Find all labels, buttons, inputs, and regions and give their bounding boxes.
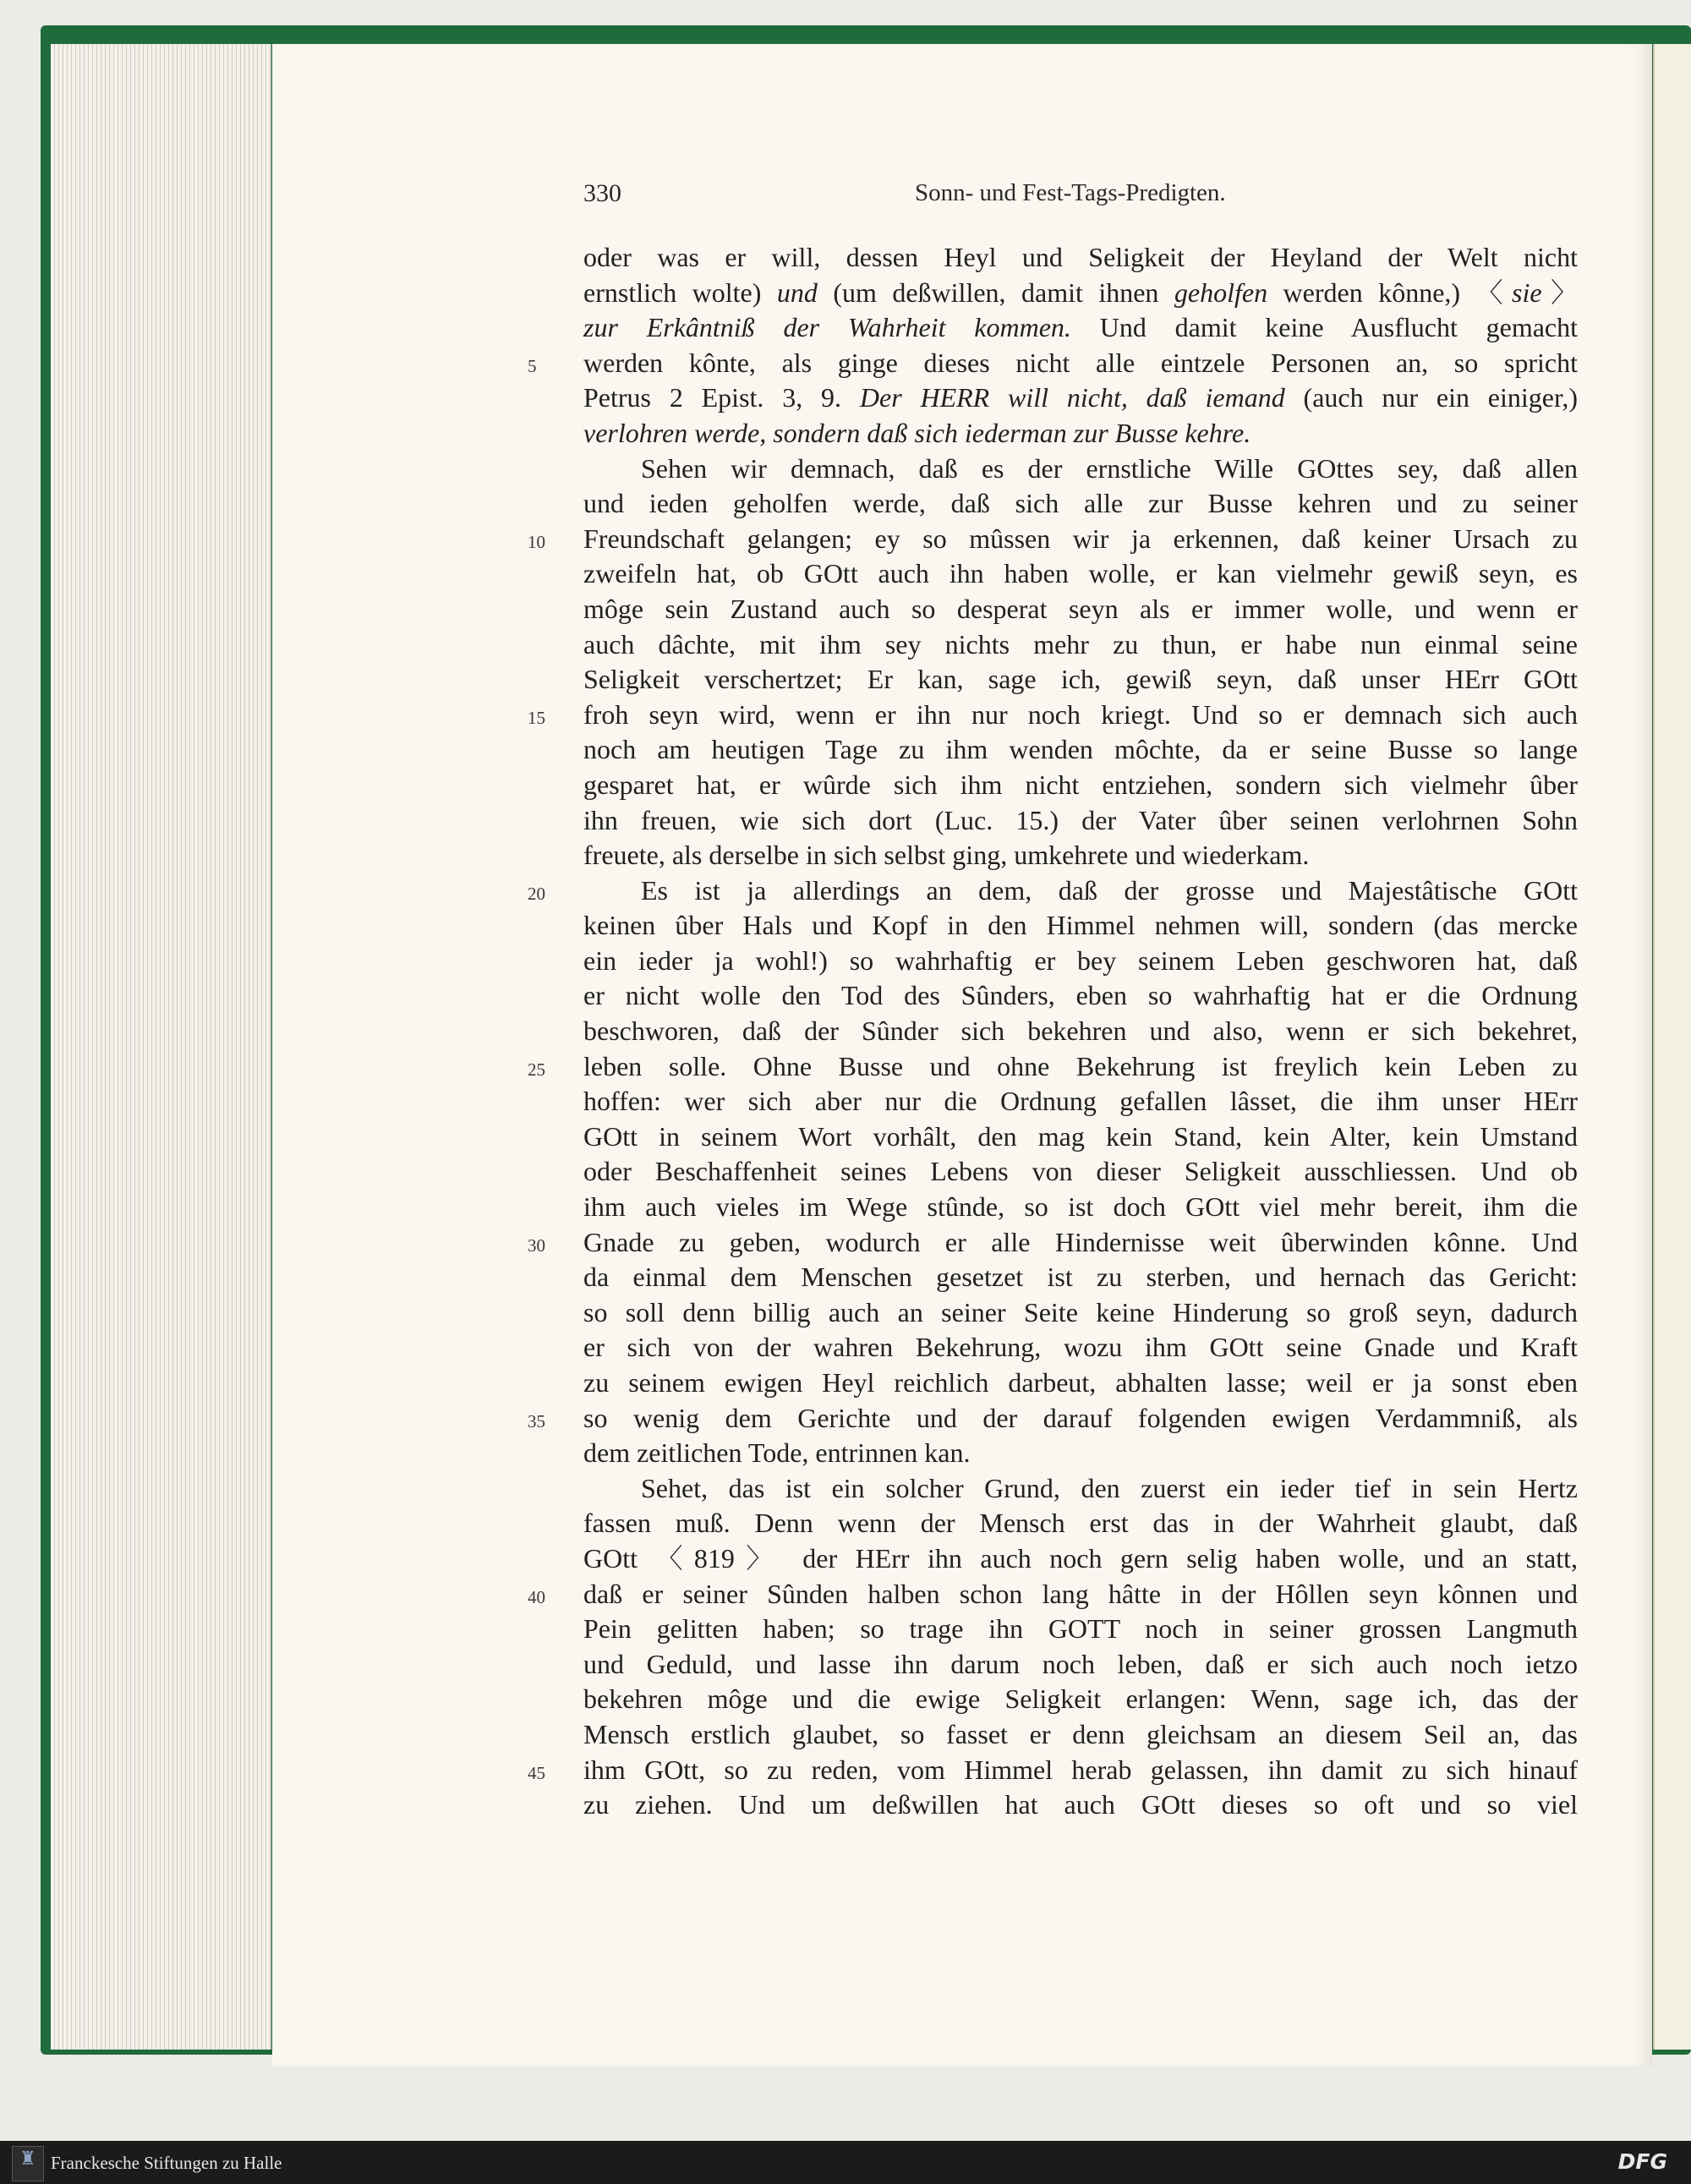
line-number: 15 — [528, 707, 545, 728]
italic-run: sie — [1511, 276, 1542, 308]
text-line — [583, 1190, 1578, 1225]
dfg-logo[interactable]: DFG — [1617, 2149, 1667, 2174]
text-run: Seligkeit verschertzet; Er kan, sage ich, gewiß seyn, daß unser HErr GOtt — [583, 664, 1578, 695]
text-run: 〉 — [1541, 276, 1578, 308]
text-line — [583, 768, 1578, 803]
text-run: so soll denn billig auch an seiner Seite keine Hinderung so groß seyn, dadurch — [583, 1296, 1578, 1327]
body-text — [528, 240, 1579, 1823]
text-line — [583, 416, 1578, 452]
line-number: 35 — [528, 1410, 545, 1431]
line-number: 40 — [528, 1586, 545, 1607]
text-line — [583, 978, 1578, 1014]
italic-run: verlohren werde, sondern daß sich iederman zur Busse kehre. — [583, 417, 1251, 448]
text-run: oder was er will, dessen Heyl und Seligkeit der Heyland der Welt nicht — [583, 242, 1578, 272]
text-line — [583, 1154, 1578, 1190]
text-run: Freundschaft gelangen; ey so mûssen wir ja erkennen, daß keiner Ursach zu — [583, 523, 1578, 554]
text-line — [583, 838, 1578, 873]
text-line — [583, 240, 1578, 276]
text-run: er nicht wolle den Tod des Sûnders, eben so wahrhaftig hat er die Ordnung — [583, 980, 1578, 1011]
text-run: Es ist ja allerdings an dem, daß der grosse und Majestâtische GOtt — [641, 874, 1578, 906]
text-run: beschworen, daß der Sûnder sich bekehren und also, wenn er sich bekehret, — [583, 1015, 1578, 1047]
italic-run: Der HERR will nicht, daß iemand — [859, 382, 1285, 413]
viewer-footer — [0, 2141, 1691, 2184]
line-number: 20 — [528, 883, 545, 904]
institution-emblem-icon[interactable]: ♜ — [12, 2146, 44, 2181]
text-line — [583, 1682, 1578, 1717]
text-line — [528, 1577, 1578, 1612]
text-line — [583, 1119, 1578, 1155]
text-run: und Geduld, und lasse ihn darum noch leben, daß er sich auch noch ietzo — [583, 1648, 1578, 1679]
text-run: Pein gelitten haben; so trage ihn GOTT noch in seiner grossen Langmuth — [583, 1613, 1578, 1645]
text-run: ernstlich wolte) — [583, 276, 777, 308]
line-number: 30 — [528, 1234, 545, 1256]
text-run: ihm GOtt, so zu reden, vom Himmel herab gelassen, ihn damit zu sich hinauf — [583, 1754, 1578, 1785]
text-run: gesparet hat, er wûrde sich ihm nicht entziehen, sondern sich vielmehr ûber — [583, 769, 1578, 800]
institution-name[interactable]: Franckesche Stiftungen zu Halle — [51, 2153, 282, 2173]
text-run: werden kônte, als ginge dieses nicht alle eintzele Personen an, so spricht — [583, 347, 1578, 378]
text-line — [583, 592, 1578, 627]
text-run: werden kônne,) 〈 — [1267, 276, 1512, 308]
text-run: Gnade zu geben, wodurch er alle Hindernisse weit ûberwinden kônne. Und — [583, 1226, 1578, 1257]
text-line — [583, 1647, 1578, 1683]
text-line — [583, 1541, 1578, 1577]
page-header — [583, 179, 1251, 222]
text-line — [583, 1787, 1578, 1823]
text-line — [528, 1401, 1578, 1437]
text-run: ihm auch vieles im Wege stûnde, so ist doch GOtt viel mehr bereit, ihm die — [583, 1191, 1578, 1223]
line-number: 45 — [528, 1762, 545, 1783]
text-line — [583, 1295, 1578, 1331]
text-line — [583, 486, 1578, 522]
text-line — [528, 1049, 1578, 1085]
text-line — [583, 1471, 1578, 1507]
text-run: Sehen wir demnach, daß es der ernstliche Wille GOttes sey, daß allen — [641, 452, 1578, 484]
text-run: oder Beschaffenheit seines Lebens von dieser Seligkeit ausschliessen. Und ob — [583, 1156, 1578, 1187]
text-run: Mensch erstlich glaubet, so fasset er denn gleichsam an diesem Seil an, das — [583, 1718, 1578, 1749]
text-line — [583, 276, 1578, 311]
text-run: daß er seiner Sûnden halben schon lang hâtte in der Hôllen seyn kônnen und — [583, 1578, 1578, 1609]
facing-page-edge — [1653, 44, 1691, 2050]
text-line — [583, 627, 1578, 663]
text-run: froh seyn wird, wenn er ihn nur noch kriegt. Und so er demnach sich auch — [583, 698, 1578, 730]
text-line — [528, 873, 1578, 909]
text-line — [583, 1436, 1578, 1471]
page-edges — [51, 44, 271, 2050]
text-run: ein ieder ja wohl!) so wahrhaftig er bey seinem Leben geschworen hat, daß — [583, 944, 1578, 976]
text-line — [528, 522, 1578, 557]
text-line — [528, 346, 1578, 381]
text-line — [583, 380, 1578, 416]
text-line — [528, 698, 1578, 733]
text-line — [583, 1506, 1578, 1541]
text-run: fassen muß. Denn wenn der Mensch erst das in der Wahrheit glaubt, daß — [583, 1508, 1578, 1539]
text-run: Und damit keine Ausflucht gemacht — [1070, 312, 1579, 343]
text-run: bekehren môge und die ewige Seligkeit erlangen: Wenn, sage ich, das der — [583, 1683, 1578, 1715]
text-line — [583, 732, 1578, 768]
text-run: dem zeitlichen Tode, entrinnen kan. — [583, 1437, 971, 1469]
text-run: GOtt 〈819〉 der HErr ihn auch noch gern selig haben wolle, und an statt, — [583, 1542, 1578, 1574]
line-number: 10 — [528, 531, 545, 552]
page-number: 330 — [583, 179, 621, 207]
text-line — [583, 908, 1578, 944]
text-run: da einmal dem Menschen gesetzet ist zu sterben, und hernach das Gericht: — [583, 1262, 1578, 1293]
text-line — [583, 1612, 1578, 1647]
text-run: GOtt in seinem Wort vorhâlt, den mag kein Stand, kein Alter, kein Umstand — [583, 1120, 1578, 1152]
text-run: auch dâchte, mit ihm sey nichts mehr zu thun, er habe nun einmal seine — [583, 628, 1578, 660]
text-line — [583, 1366, 1578, 1401]
text-line — [583, 944, 1578, 979]
italic-run: und — [776, 276, 818, 308]
text-line — [583, 310, 1578, 346]
text-run: und ieden geholfen werde, daß sich alle zur Busse kehren und zu seiner — [583, 488, 1578, 519]
line-number: 25 — [528, 1059, 545, 1080]
text-run: zu seinem ewigen Heyl reichlich darbeut, abhalten lasse; weil er ja sonst eben — [583, 1367, 1578, 1398]
text-line — [583, 803, 1578, 839]
text-line — [583, 452, 1578, 487]
text-run: er sich von der wahren Bekehrung, wozu ihm GOtt seine Gnade und Kraft — [583, 1332, 1578, 1363]
italic-run: geholfen — [1174, 276, 1268, 308]
text-line — [583, 1717, 1578, 1753]
text-run: so wenig dem Gerichte und der darauf folgenden ewigen Verdammniß, als — [583, 1402, 1578, 1433]
text-run: (um deßwillen, damit ihnen — [817, 276, 1174, 308]
text-line — [583, 662, 1578, 698]
text-line — [583, 556, 1578, 592]
line-number: 5 — [528, 355, 537, 376]
text-run: ihn freuen, wie sich dort (Luc. 15.) der Vater ûber seinen verlohrnen Sohn — [583, 804, 1578, 835]
italic-run: zur Erkântniß der Wahrheit kommen. — [583, 312, 1071, 343]
text-run: keinen ûber Hals und Kopf in den Himmel nehmen will, sondern (das mercke — [583, 910, 1578, 941]
text-run: hoffen: wer sich aber nur die Ordnung gefallen lâsset, die ihm unser HErr — [583, 1086, 1578, 1117]
text-run: leben solle. Ohne Busse und ohne Bekehrung ist freylich kein Leben zu — [583, 1050, 1578, 1081]
text-run: noch am heutigen Tage zu ihm wenden môchte, da er seine Busse so lange — [583, 734, 1578, 765]
text-run: (auch nur ein einiger,) — [1284, 382, 1579, 413]
running-title: Sonn- und Fest-Tags-Predigten. — [915, 179, 1226, 206]
text-line — [528, 1225, 1578, 1261]
text-run: zu ziehen. Und um deßwillen hat auch GOtt dieses so oft und so viel — [583, 1789, 1578, 1820]
text-run: môge sein Zustand auch so desperat seyn als er immer wolle, und wenn er — [583, 593, 1578, 624]
text-line — [583, 1014, 1578, 1049]
text-line — [528, 1753, 1578, 1788]
text-line — [583, 1084, 1578, 1119]
text-run: zweifeln hat, ob GOtt auch ihn haben wolle, er kan vielmehr gewiß seyn, es — [583, 558, 1578, 589]
text-run: Sehet, das ist ein solcher Grund, den zuerst ein ieder tief in sein Hertz — [641, 1472, 1578, 1503]
text-run: freuete, als derselbe in sich selbst ging, umkehrete und wiederkam. — [583, 840, 1310, 871]
text-line — [583, 1260, 1578, 1295]
text-line — [583, 1330, 1578, 1366]
text-run: Petrus 2 Epist. 3, 9. — [583, 382, 860, 413]
